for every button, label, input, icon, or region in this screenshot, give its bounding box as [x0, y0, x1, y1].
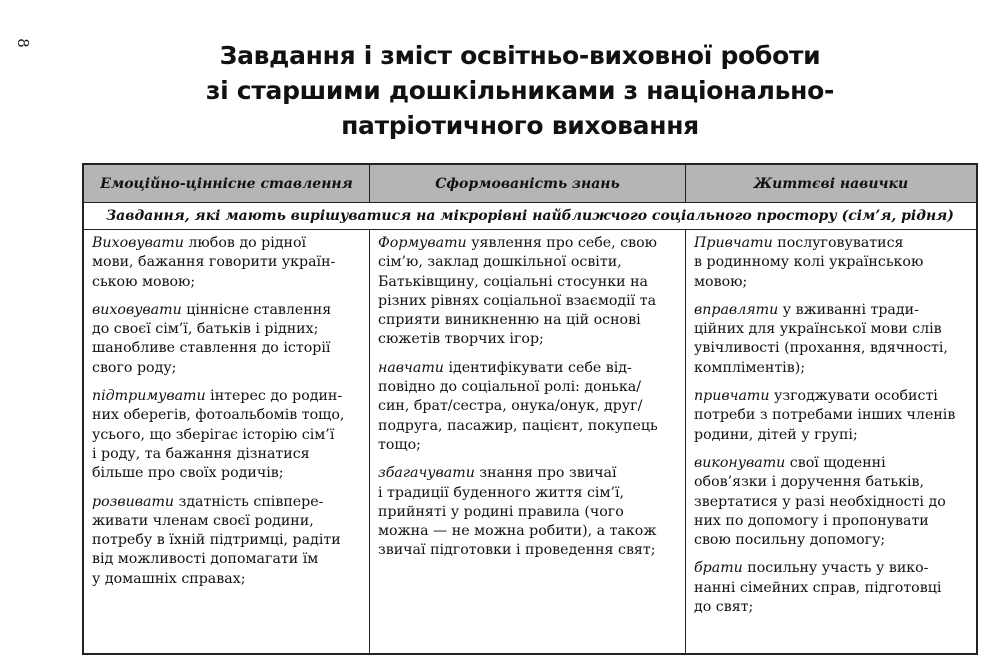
table-header-row — [84, 165, 976, 203]
item-text: свої щоденні обов’язки і доручення батьків, звертатися у разі необхідності до них по допомогу і пропонувати свою посильну допомогу; — [694, 454, 946, 549]
table-cell-item — [378, 234, 679, 350]
item-verb: збагачувати — [378, 465, 475, 482]
item-text: узгоджувати особисті потреби з потребами інших членів родини, дітей у групі; — [694, 388, 956, 443]
table-cell-item — [92, 387, 363, 483]
column-knowledge — [370, 230, 686, 653]
table-cell-item — [694, 454, 970, 550]
table-cell-item — [378, 464, 679, 560]
column-life-skills — [686, 230, 976, 653]
page-title — [120, 38, 920, 143]
item-text: посильну участь у вико- нанні сімейних справ, підготовці до свят; — [694, 560, 942, 616]
item-verb: розвивати — [92, 493, 175, 510]
table-cell-item — [694, 301, 970, 378]
table-cell-item — [92, 493, 363, 589]
column-emotional-value — [84, 230, 370, 653]
item-verb: брати — [694, 560, 743, 577]
content-table — [82, 163, 978, 655]
item-verb: Привчати — [694, 235, 773, 251]
table-subheader: Завдання, які мають вирішуватися на мікрорівні найближчого соціального простору (сім’я, рідня) — [84, 203, 976, 230]
title-line: патріотичного виховання — [341, 111, 699, 140]
table-cell-item — [694, 387, 970, 445]
table-cell-item — [92, 301, 363, 378]
header-life-skills: Життєві навички — [753, 175, 909, 192]
item-verb: підтримувати — [92, 388, 206, 405]
table-cell-item — [92, 234, 363, 292]
item-verb: привчати — [694, 388, 770, 405]
page-number: 8 — [13, 38, 32, 48]
item-text: послуговуватися в родинному колі українською мовою; — [694, 235, 924, 290]
item-text: уявлення про себе, свою сім’ю, заклад дошкільної освіти, Батьківщину, соціальні стосунки на різних рівнях соціальної взаємодії та сприяти виникненню на цій основі сюжетів творчих ігор; — [378, 235, 657, 348]
table-cell-item — [694, 234, 970, 292]
item-text: інтерес до родин- них оберегів, фотоальбомів тощо, усього, що зберігає історію сім’ї і роду, та бажання дізнатися більше про своїх родичів; — [92, 388, 345, 482]
item-verb: виховувати — [92, 301, 182, 318]
item-text: здатність співпере- живати членам своєї родини, потребу в їхній підтримці, радіти від можливості допомагати їм у домашніх справах; — [92, 493, 341, 587]
item-text: любов до рідної мови, бажання говорити україн- ською мовою; — [92, 235, 336, 290]
item-text: знання про звичаї і традиції буденного життя сім’ї, прийняті у родині правила (чого можна — не можна робити), а також звичаї підготовки і проведення свят; — [378, 465, 657, 559]
table-cell-item — [694, 559, 970, 617]
item-text: у вживанні тради- ційних для української мови слів увічливості (прохання, вдячності, компліментів); — [694, 301, 948, 376]
table-body — [84, 230, 976, 653]
title-line: Завдання і зміст освітньо-виховної роботи — [219, 41, 821, 70]
table-cell-item — [378, 359, 679, 455]
title-line: зі старшими дошкільниками з національно- — [205, 76, 835, 105]
header-knowledge: Сформованість знань — [370, 165, 686, 202]
item-verb: вправляти — [694, 301, 779, 318]
item-text: ціннісне ставлення до своєї сім’ї, батьків і рідних; шанобливе ставлення до історії свого роду; — [92, 301, 332, 376]
header-emotional-value: Емоційно-ціннісне ставлення — [84, 165, 370, 202]
item-verb: виконувати — [694, 454, 786, 471]
item-text: ідентифікувати себе від- повідно до соціальної ролі: донька/ син, брат/сестра, онука/онук, друг/ подруга, пасажир, пацієнт, покупець тощо; — [378, 359, 658, 453]
item-verb: Виховувати — [92, 235, 184, 251]
item-verb: навчати — [378, 359, 444, 376]
item-verb: Формувати — [378, 235, 467, 251]
